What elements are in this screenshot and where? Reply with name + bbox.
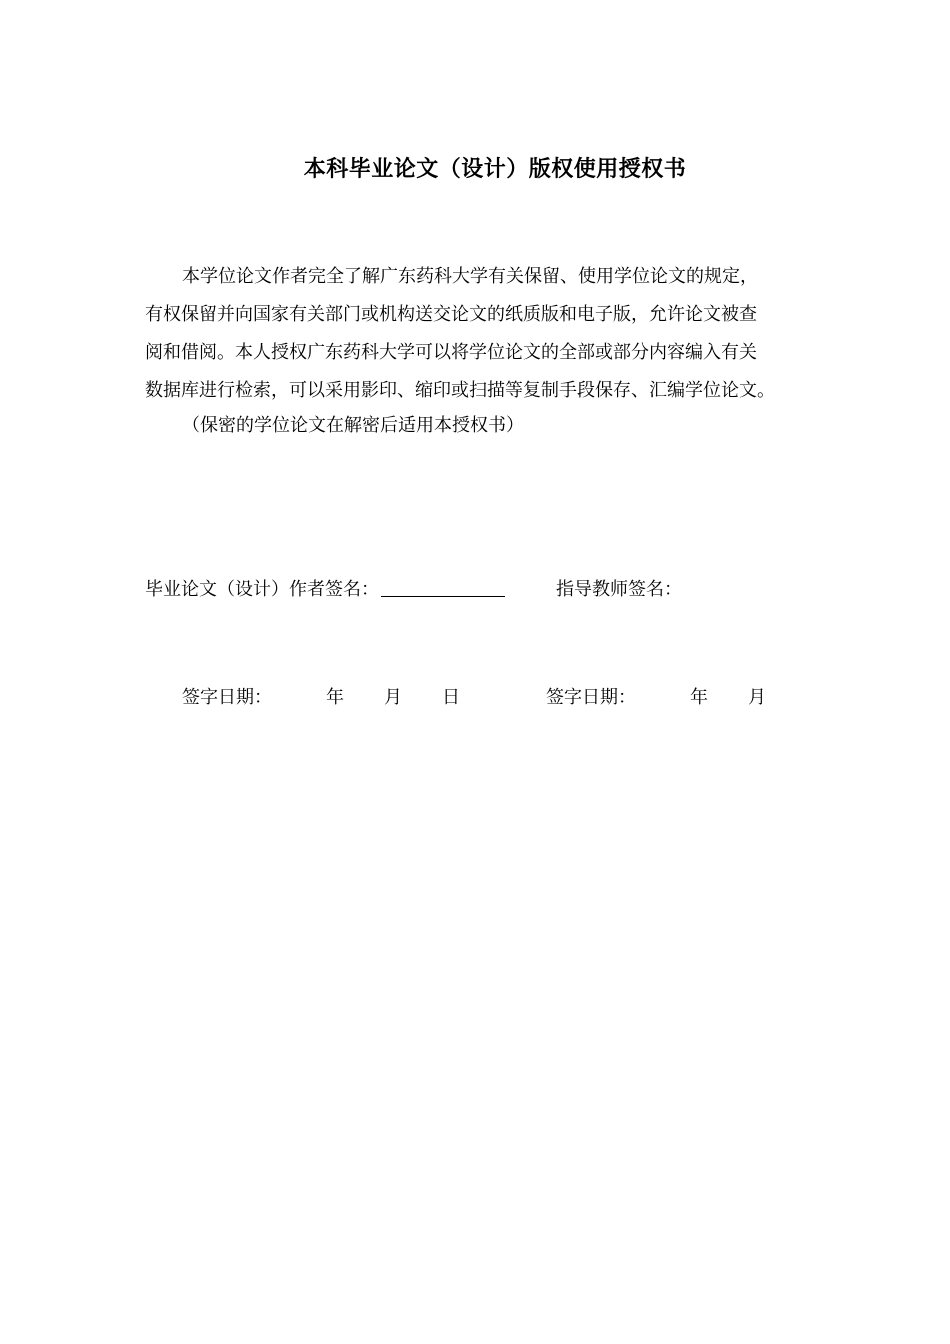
paragraph-line-4: 数据库进行检索，可以采用影印、缩印或扫描等复制手段保存、汇编学位论文。	[145, 380, 775, 401]
advisor-signature-label: 指导教师签名：	[556, 579, 682, 600]
advisor-date-year: 年	[690, 687, 708, 708]
author-date-month: 月	[384, 687, 402, 708]
authorization-paragraph	[145, 261, 815, 413]
author-signature-row	[145, 574, 505, 606]
author-signature-line[interactable]	[381, 574, 505, 597]
author-date-year: 年	[326, 687, 344, 708]
confidential-note: （保密的学位论文在解密后适用本授权书）	[182, 415, 524, 436]
author-date-day: 日	[442, 687, 460, 708]
author-signature-label: 毕业论文（设计）作者签名：	[145, 579, 379, 600]
advisor-date-month: 月	[748, 687, 766, 708]
paragraph-line-3: 阅和借阅。本人授权广东药科大学可以将学位论文的全部或部分内容编入有关	[145, 342, 757, 363]
paragraph-line-1: 本学位论文作者完全了解广东药科大学有关保留、使用学位论文的规定，	[182, 266, 758, 287]
paragraph-line-2: 有权保留并向国家有关部门或机构送交论文的纸质版和电子版，允许论文被查	[145, 304, 757, 325]
document-title: 本科毕业论文（设计）版权使用授权书	[303, 157, 687, 182]
author-date-label: 签字日期：	[182, 687, 272, 708]
advisor-date-label: 签字日期：	[546, 687, 636, 708]
